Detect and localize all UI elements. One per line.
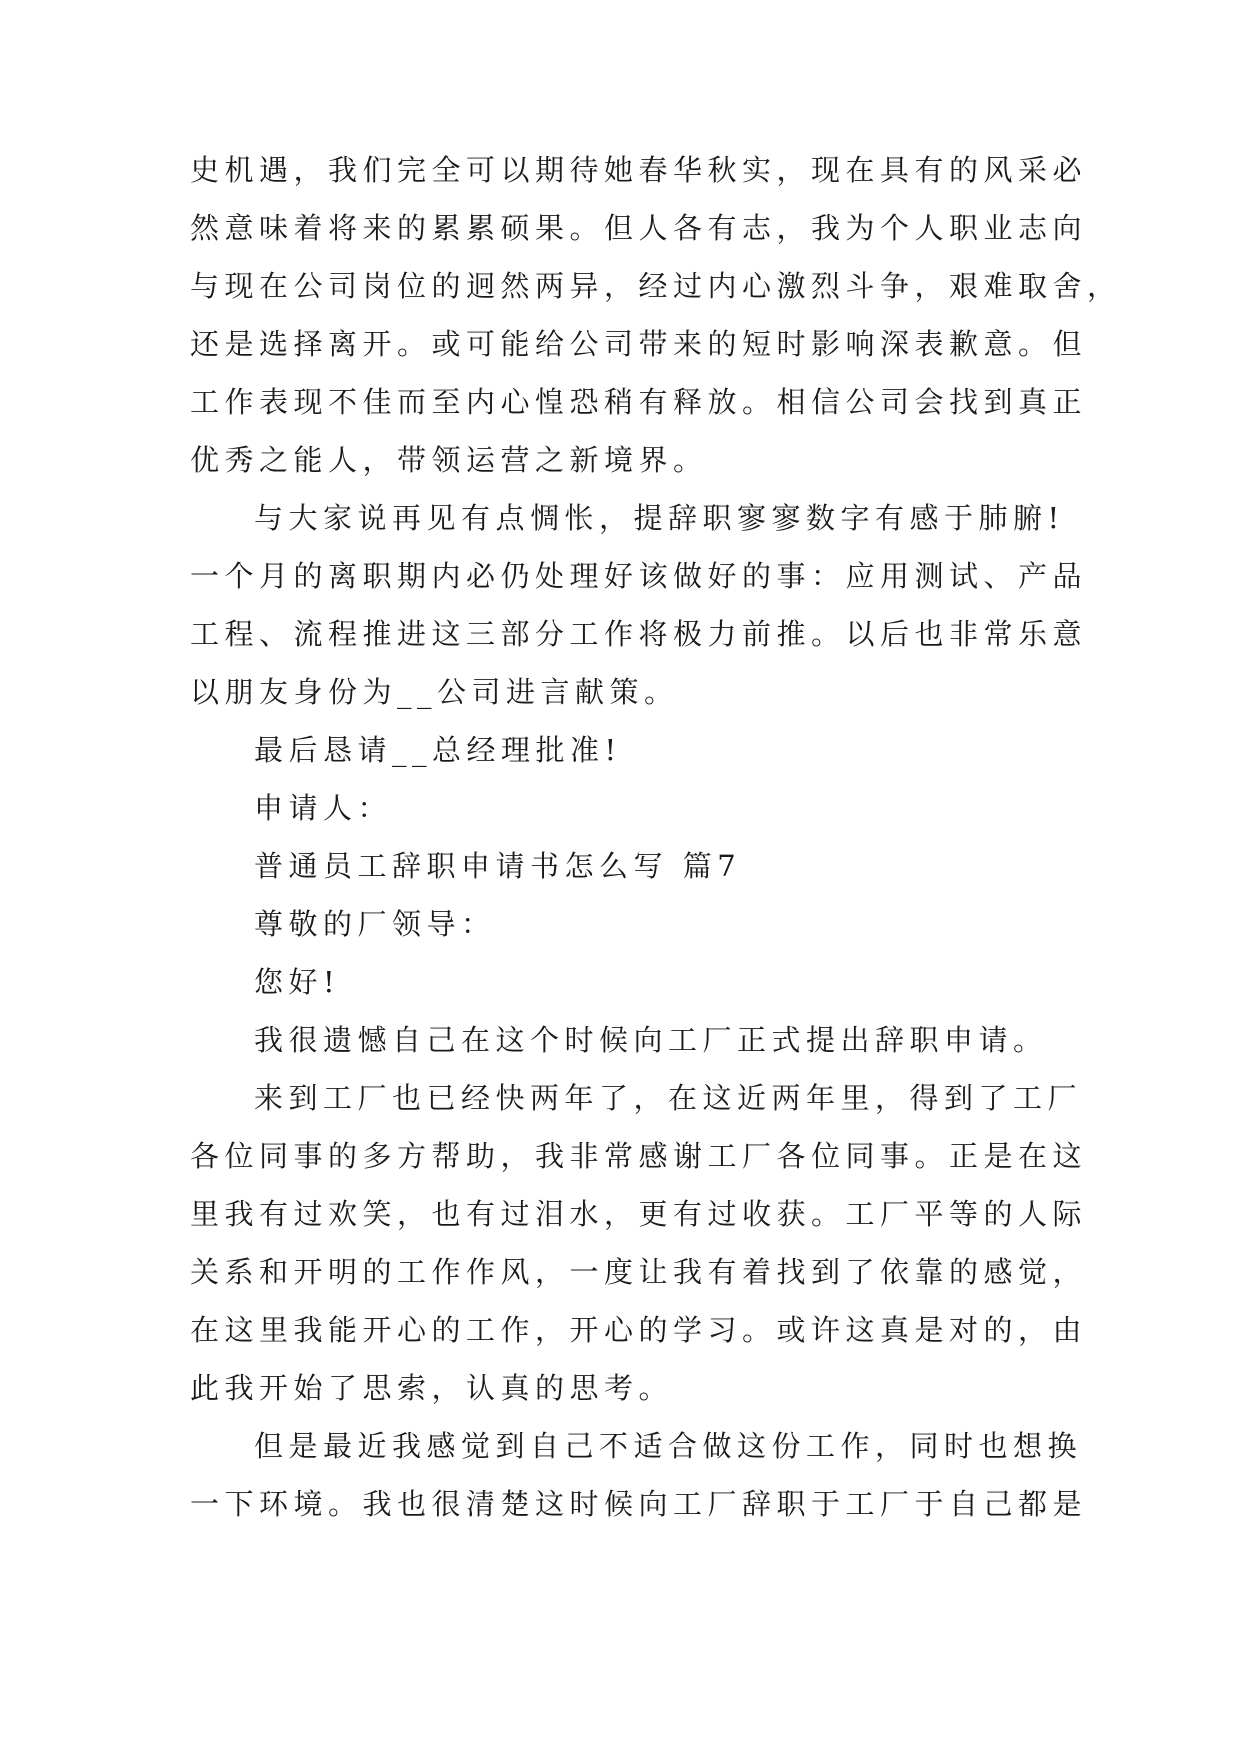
paragraph-start-line: 但是最近我感觉到自己不适合做这份工作，同时也想换 — [254, 1429, 1083, 1463]
text-line: 工作表现不佳而至内心惶恐稍有释放。相信公司会找到真正 — [190, 385, 1088, 419]
text-line: 与现在公司岗位的迥然两异，经过内心激烈斗争，艰难取舍， — [190, 269, 1122, 303]
applicant-label: 申请人： — [254, 791, 393, 825]
text-line: 一下环境。我也很清楚这时候向工厂辞职于工厂于自己都是 — [190, 1487, 1088, 1521]
paragraph-start-line: 来到工厂也已经快两年了，在这近两年里，得到了工厂 — [254, 1081, 1083, 1115]
paragraph-start-line: 我很遗憾自己在这个时候向工厂正式提出辞职申请。 — [254, 1023, 1048, 1057]
section-heading: 普通员工辞职申请书怎么写 篇7 — [254, 849, 742, 883]
text-line: 史机遇，我们完全可以期待她春华秋实，现在具有的风采必 — [190, 153, 1088, 187]
text-line: 工程、流程推进这三部分工作将极力前推。以后也非常乐意 — [190, 617, 1088, 651]
text-line: 一个月的离职期内必仍处理好该做好的事：应用测试、产品 — [190, 559, 1088, 593]
text-line: 优秀之能人，带领运营之新境界。 — [190, 443, 708, 477]
text-line: 关系和开明的工作作风，一度让我有着找到了依靠的感觉， — [190, 1255, 1088, 1289]
text-line: 各位同事的多方帮助，我非常感谢工厂各位同事。正是在这 — [190, 1139, 1088, 1173]
paragraph-start-line: 与大家说再见有点惆怅，提辞职寥寥数字有感于肺腑! — [254, 501, 1065, 535]
paragraph-start-line: 最后恳请__总经理批准! — [254, 733, 622, 767]
text-line: 在这里我能开心的工作，开心的学习。或许这真是对的，由 — [190, 1313, 1088, 1347]
text-line: 此我开始了思索，认真的思考。 — [190, 1371, 674, 1405]
text-line: 里我有过欢笑，也有过泪水，更有过收获。工厂平等的人际 — [190, 1197, 1088, 1231]
greeting: 您好! — [254, 965, 341, 999]
salutation: 尊敬的厂领导： — [254, 907, 496, 941]
text-line: 然意味着将来的累累硕果。但人各有志，我为个人职业志向 — [190, 211, 1088, 245]
text-line: 以朋友身份为__公司进言献策。 — [190, 675, 679, 709]
text-line: 还是选择离开。或可能给公司带来的短时影响深表歉意。但 — [190, 327, 1088, 361]
